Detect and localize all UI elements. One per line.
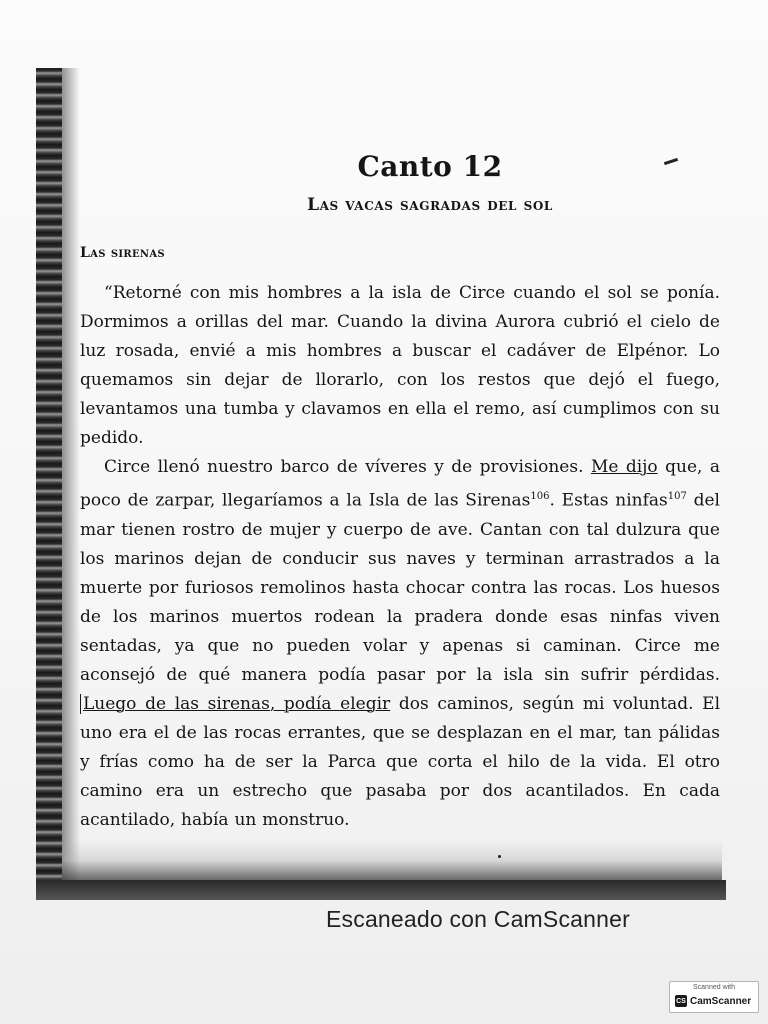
paragraph-2-text: Circe llenó nuestro barco de víveres y de provisiones. [104, 457, 591, 477]
paragraph-2-text: que, a poco de zarpar, llegaríamos a la Isla de las Sirenas [80, 457, 720, 511]
badge-label: Scanned with [692, 984, 736, 991]
bracketed-text: Luego de las sirenas, podía elegir [80, 694, 390, 714]
footnote-ref: 107 [667, 491, 687, 502]
scanner-caption: Escaneado con CamScanner [326, 906, 630, 932]
paragraph-2-text: dos caminos, según mi voluntad. El uno era el de las rocas errantes, que se desplazan en el mar, tan pálidas y frías como ha de ser la Parca que corta el hilo de la vida. El otro camino era un estrecho que pasaba por dos acantilados. En cada acantilado, había un monstruo. [80, 693, 721, 830]
paragraph-2-text: . Estas ninfas [549, 490, 668, 511]
pen-mark [498, 855, 501, 858]
page-bottom-edge [36, 880, 726, 900]
footnote-ref: 106 [530, 491, 550, 502]
badge-brand [675, 995, 751, 1007]
chapter-title: Canto 12 [357, 150, 503, 183]
camscanner-logo-icon: CS [675, 995, 687, 1007]
chapter-subtitle: Las vacas sagradas del sol [307, 195, 553, 215]
paragraph-2-text: del mar tienen rostro de mujer y cuerpo de ave. Cantan con tal dulzura que los marinos dejan de conducir sus naves y terminan arrastrados a la muerte por furiosos remolinos hasta chocar contra las rocas. Los huesos de los marinos muertos rodean la pradera donde esas ninfas viven sentadas, ya que no pueden volar y apenas si caminan. Circe me aconsejó de qué manera podía pasar por la isla sin sufrir pérdidas. [80, 490, 720, 685]
document-text [80, 150, 720, 835]
badge-brand-name: CamScanner [690, 995, 752, 1007]
section-heading: Las sirenas [80, 245, 165, 261]
underlined-text: Me dijo [590, 457, 658, 477]
camscanner-badge [669, 981, 759, 1013]
paragraph-2 [80, 453, 720, 835]
book-spine-shadow [36, 68, 62, 900]
paragraph-1: “Retorné con mis hombres a la isla de Circe cuando el sol se ponía. Dormimos a orillas del mar. Cuando la divina Aurora cubrió el cielo de luz rosada, envié a mis hombres a buscar el cadáver de Elpénor. Lo quemamos sin dejar de llorarlo, con los restos que dejó el fuego, levantamos una tumba y clavamos en ella el remo, así cumplimos con su pedido. [80, 283, 720, 448]
